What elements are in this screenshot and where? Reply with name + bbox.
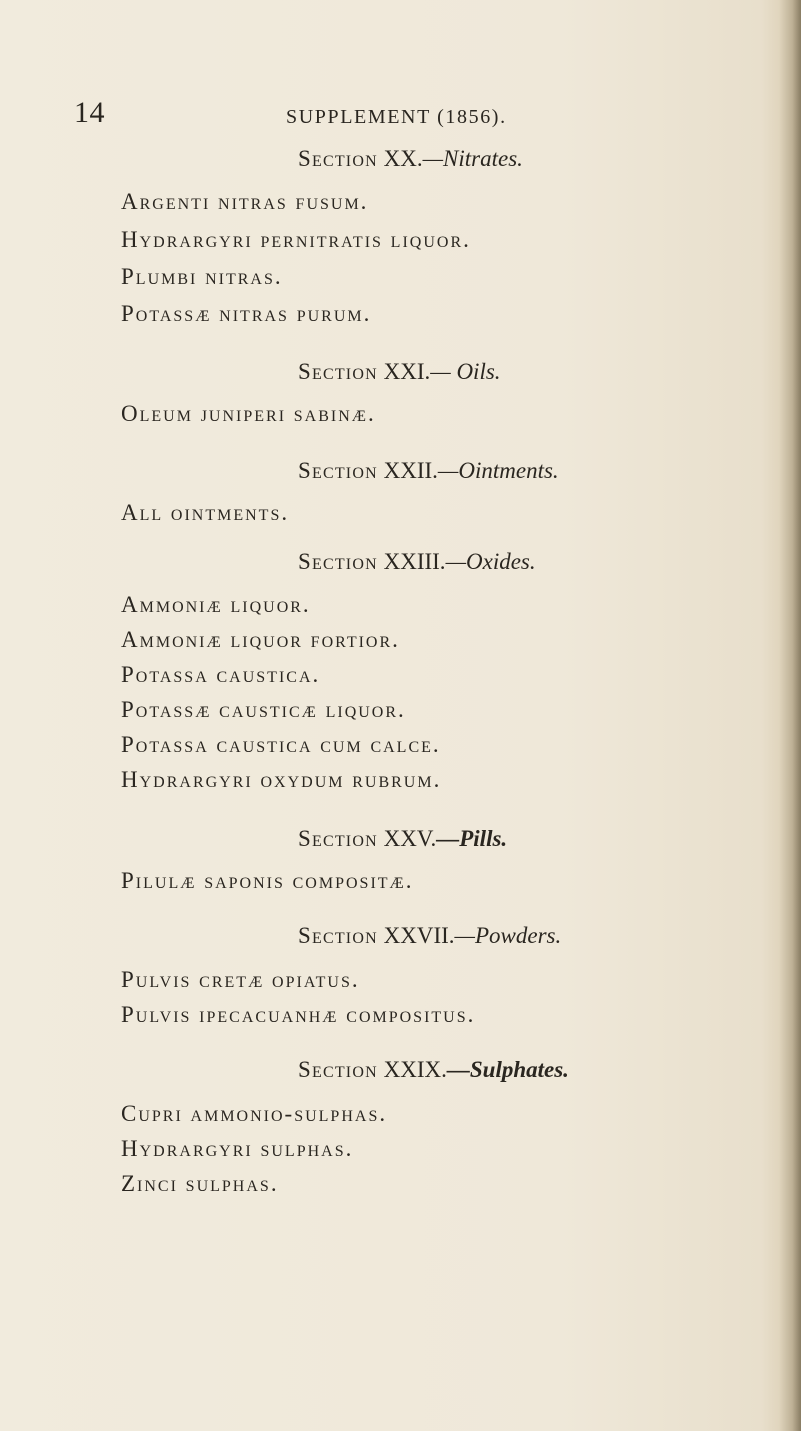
page-number: 14	[74, 96, 105, 129]
section-subject: —Sulphates.	[446, 1057, 569, 1082]
section-heading-xxiii	[298, 549, 536, 575]
page-edge-shadow	[779, 0, 801, 1431]
entry: Potassa caustica.	[121, 662, 321, 687]
section-word: Section	[298, 923, 378, 948]
section-subject: — Oils.	[430, 359, 501, 384]
entry: Potassæ causticæ liquor.	[121, 697, 406, 722]
entry: Oleum juniperi sabinæ.	[121, 401, 376, 426]
section-numeral: XXI.	[383, 359, 431, 384]
entry: Ammoniæ liquor.	[121, 592, 311, 617]
section-heading-xxvii	[298, 923, 561, 949]
section-numeral: XXIII.	[383, 549, 446, 574]
section-subject: —Oxides.	[445, 549, 536, 574]
section-word: Section	[298, 549, 378, 574]
section-numeral: XXIX.	[383, 1057, 447, 1082]
section-subject: —Pills.	[436, 826, 508, 851]
entry: Argenti nitras fusum.	[121, 189, 369, 214]
section-word: Section	[298, 458, 378, 483]
entry: Plumbi nitras.	[121, 264, 283, 289]
entry: Hydrargyri oxydum rubrum.	[121, 767, 442, 792]
section-word: Section	[298, 826, 378, 851]
entry: Potassæ nitras purum.	[121, 301, 372, 326]
entry: Ammoniæ liquor fortior.	[121, 627, 400, 652]
entry: All ointments.	[121, 500, 290, 525]
entry: Pilulæ saponis compositæ.	[121, 868, 414, 893]
section-word: Section	[298, 359, 378, 384]
entry: Cupri ammonio-sulphas.	[121, 1101, 388, 1126]
section-numeral: XXV.	[383, 826, 437, 851]
section-numeral: XXVII.	[383, 923, 455, 948]
section-heading-xxi	[298, 359, 501, 385]
entry: Hydrargyri pernitratis liquor.	[121, 227, 471, 252]
section-heading-xxix	[298, 1057, 569, 1083]
section-heading-xxv	[298, 826, 507, 852]
entry: Hydrargyri sulphas.	[121, 1136, 354, 1161]
running-head: SUPPLEMENT (1856).	[286, 106, 507, 128]
section-heading-xxii	[298, 458, 559, 484]
section-word: Section	[298, 146, 378, 171]
section-subject: —Nitrates.	[422, 146, 523, 171]
entry: Zinci sulphas.	[121, 1171, 279, 1196]
section-subject: —Ointments.	[437, 458, 559, 483]
entry: Pulvis ipecacuanhæ compositus.	[121, 1002, 476, 1027]
section-numeral: XXII.	[383, 458, 438, 483]
entry: Potassa caustica cum calce.	[121, 732, 441, 757]
section-subject: —Powders.	[454, 923, 562, 948]
entry: Pulvis cretæ opiatus.	[121, 967, 360, 992]
section-heading-xx	[298, 146, 523, 172]
section-word: Section	[298, 1057, 378, 1082]
section-numeral: XX.	[383, 146, 423, 171]
